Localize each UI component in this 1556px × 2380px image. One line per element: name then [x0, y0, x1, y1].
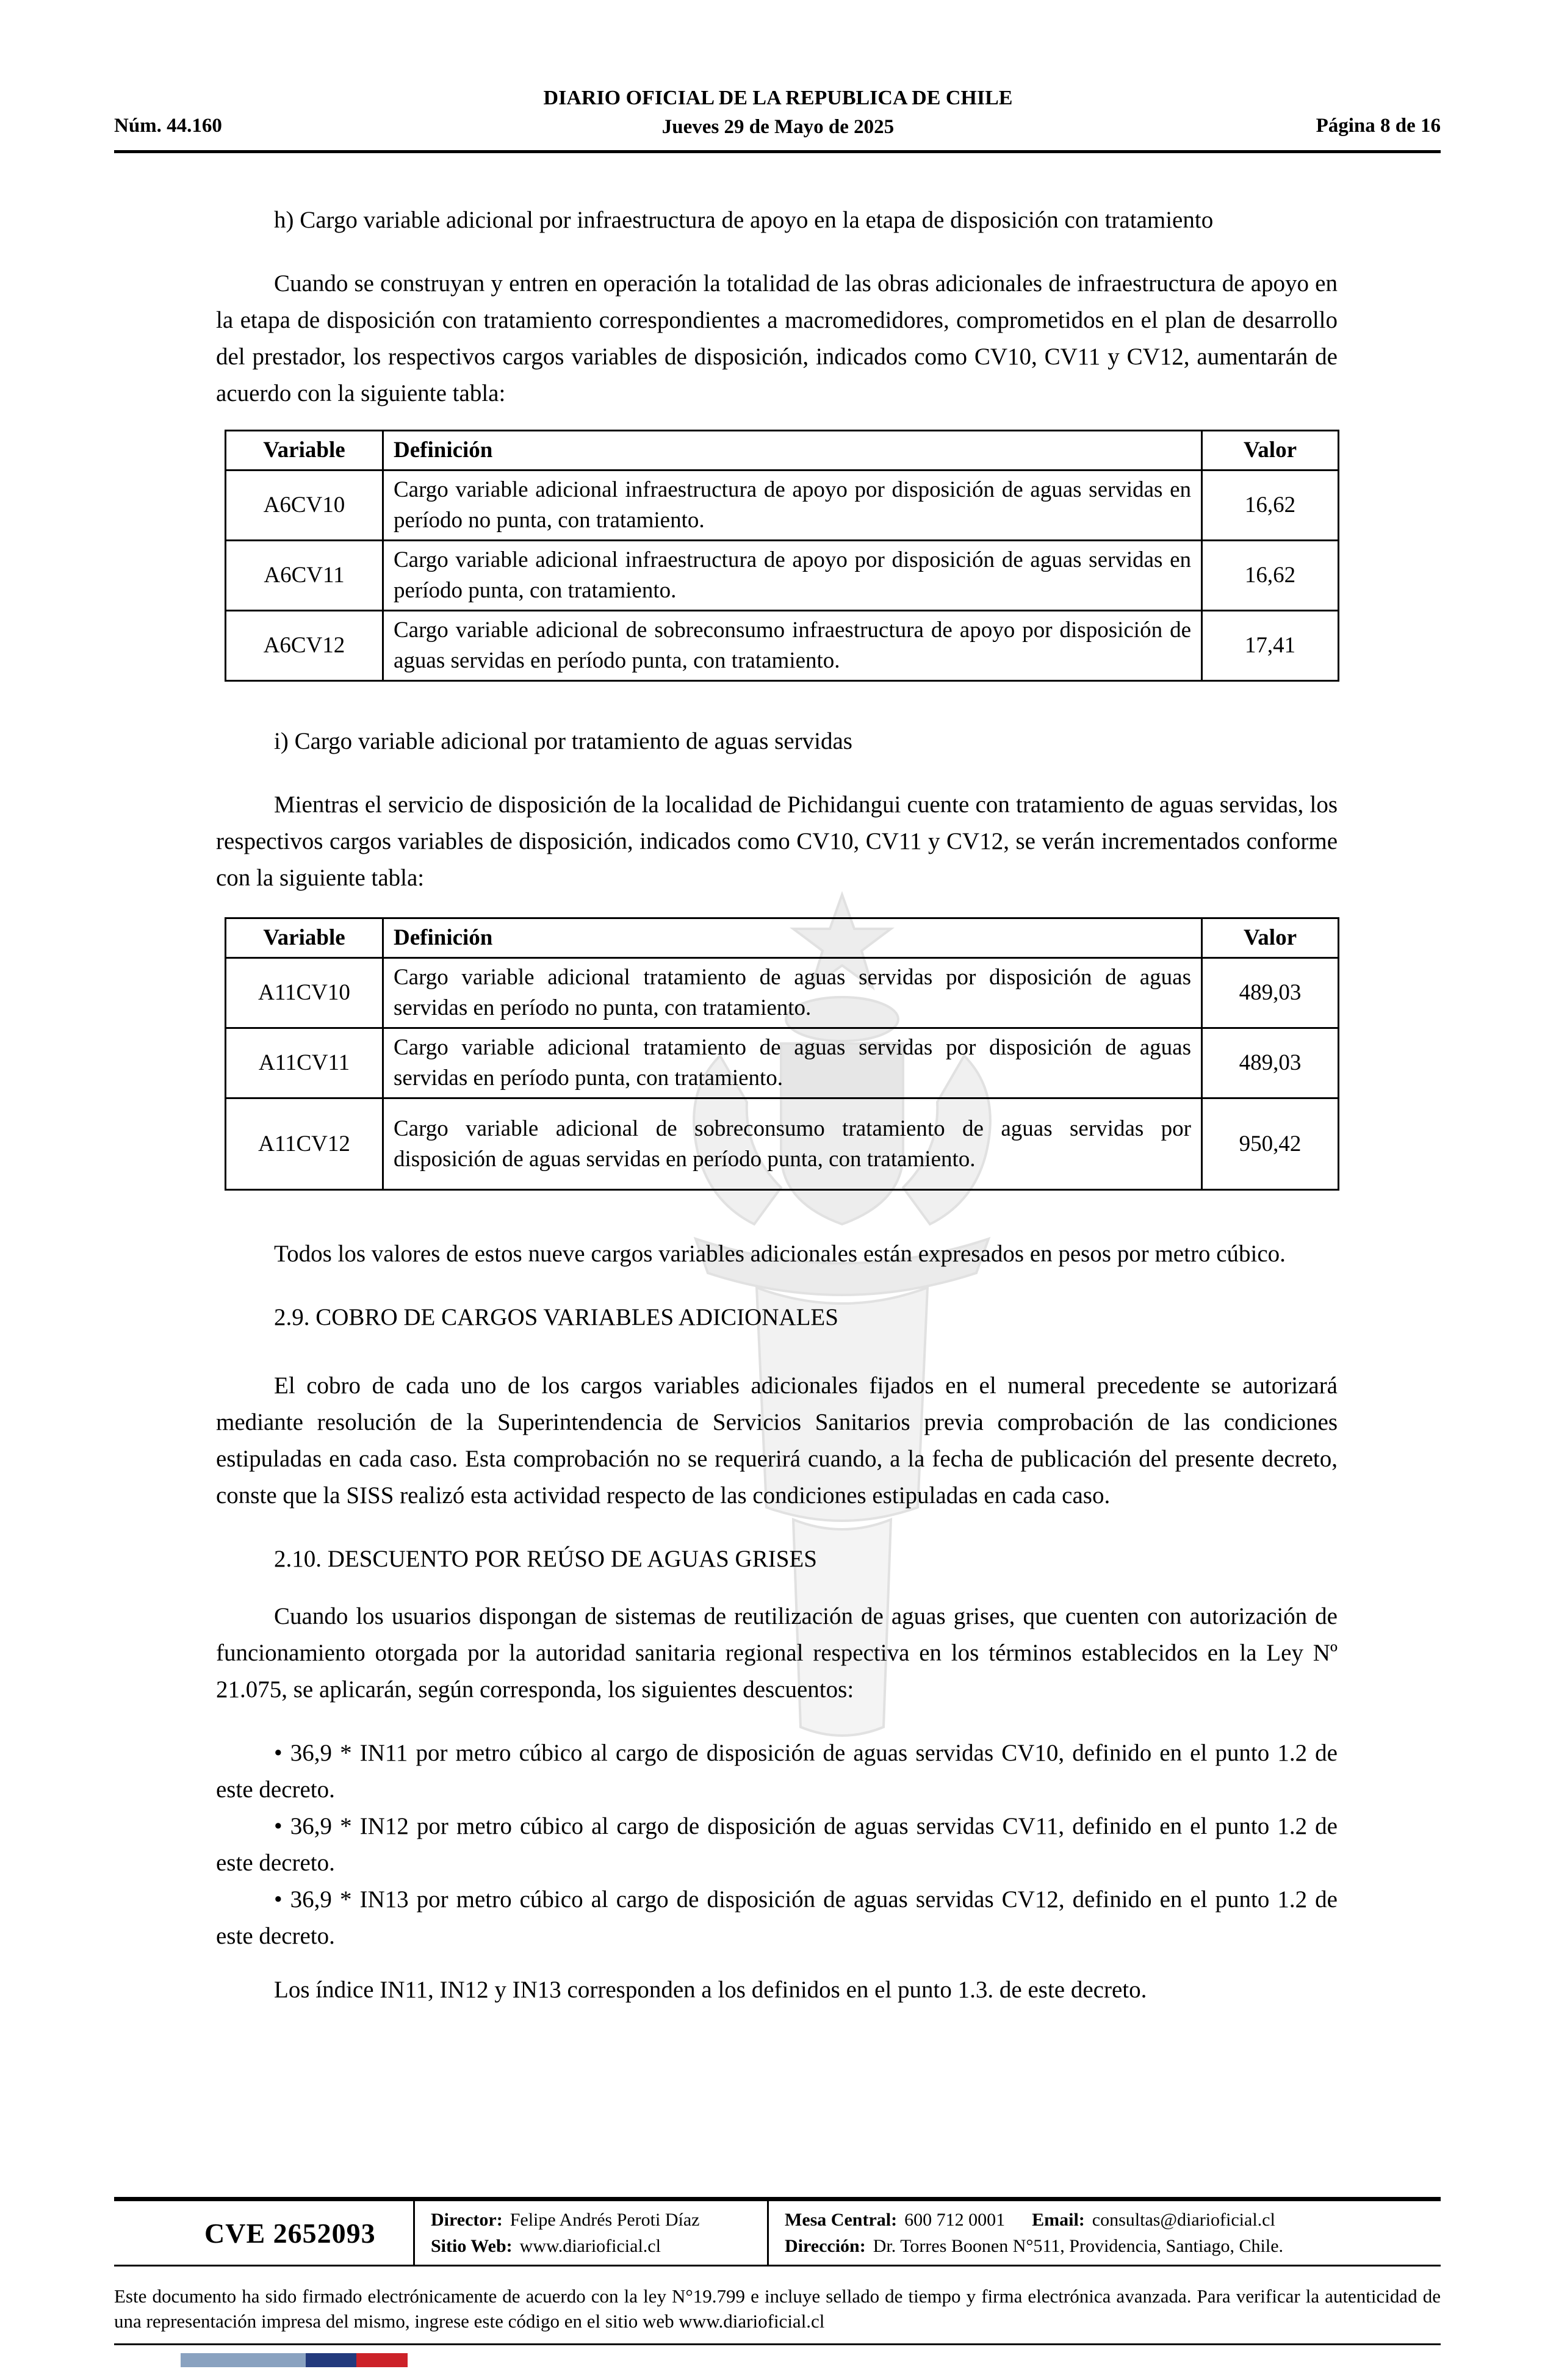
footer-flag-strip [181, 2353, 408, 2367]
cell-valor: 950,42 [1202, 1098, 1339, 1190]
cell-definicion: Cargo variable adicional de sobreconsumo tratamiento de aguas servidas por disposición de aguas servidas en período punta, con tratamiento. [383, 1098, 1202, 1190]
paragraph-todos: Todos los valores de estos nueve cargos variables adicionales están expresados en pesos por metro cúbico. [274, 1241, 1286, 1267]
cell-variable: A11CV12 [226, 1098, 383, 1190]
cve-code: CVE 2652093 [204, 2217, 376, 2249]
masthead-title: DIARIO OFICIAL DE LA REPUBLICA DE CHILE [543, 87, 1013, 109]
table-row [226, 471, 1339, 541]
paragraph-mientras: Mientras el servicio de disposición de la localidad de Pichidangui cuente con tratamiento de aguas servidas, los respectivos cargos variables de disposición, indicados como CV10, CV11 y CV12, se verán incrementados conforme con la siguiente tabla: [216, 792, 1338, 891]
cell-definicion: Cargo variable adicional tratamiento de aguas servidas por disposición de aguas servidas en período no punta, con tratamiento. [383, 958, 1202, 1028]
cell-definicion: Cargo variable adicional infraestructura de apoyo por disposición de aguas servidas en período punta, con tratamiento. [383, 541, 1202, 611]
mesa-central-label: Mesa Central: [785, 2210, 898, 2230]
paragraph-letter-i: i) Cargo variable adicional por tratamiento de aguas servidas [274, 728, 852, 754]
table-row [226, 1028, 1339, 1098]
direccion-value: Dr. Torres Boonen N°511, Providencia, Santiago, Chile. [873, 2236, 1284, 2256]
footer-director-column [413, 2201, 767, 2265]
cell-variable: A11CV11 [226, 1028, 383, 1098]
bullet-in12: • 36,9 * IN12 por metro cúbico al cargo de disposición de aguas servidas CV11, definido en el punto 1.2 de este decreto. [216, 1813, 1338, 1876]
director-value: Felipe Andrés Peroti Díaz [510, 2210, 700, 2230]
footer-mesa-email-line [785, 2207, 1441, 2233]
table-header-row [226, 918, 1339, 958]
table-row [226, 1098, 1339, 1190]
cell-variable: A11CV10 [226, 958, 383, 1028]
email-label: Email: [1032, 2210, 1085, 2230]
page-indicator: Página 8 de 16 [1316, 115, 1441, 137]
table-cargos-tratamiento [225, 917, 1339, 1191]
document-body [216, 202, 1338, 2008]
flag-segment-red [356, 2353, 408, 2367]
table-row [226, 958, 1339, 1028]
cell-variable: A6CV10 [226, 471, 383, 541]
cell-valor: 489,03 [1202, 958, 1339, 1028]
col-header-variable: Variable [226, 431, 383, 471]
col-header-variable: Variable [226, 918, 383, 958]
table-header-row [226, 431, 1339, 471]
col-header-definicion: Definición [383, 918, 1202, 958]
direccion-label: Dirección: [785, 2236, 866, 2256]
section-heading-2-10: 2.10. DESCUENTO POR REÚSO DE AGUAS GRISES [274, 1546, 817, 1572]
email-value: consultas@diarioficial.cl [1092, 2210, 1275, 2230]
footer-contact-column [767, 2201, 1441, 2265]
flag-segment-blue [306, 2353, 356, 2367]
paragraph-indices: Los índice IN11, IN12 y IN13 corresponden a los definidos en el punto 1.3. de este decreto. [274, 1977, 1147, 2003]
bullet-in13: • 36,9 * IN13 por metro cúbico al cargo de disposición de aguas servidas CV12, definido en el punto 1.2 de este decreto. [216, 1886, 1338, 1949]
cell-valor: 16,62 [1202, 471, 1339, 541]
cell-valor: 16,62 [1202, 541, 1339, 611]
mesa-central-value: 600 712 0001 [904, 2210, 1006, 2230]
footer-sitio-line [431, 2233, 767, 2259]
cell-variable: A6CV12 [226, 611, 383, 681]
sitio-web-value: www.diarioficial.cl [519, 2236, 661, 2256]
table-row [226, 611, 1339, 681]
flag-segment-light [181, 2353, 306, 2367]
section-heading-2-9: 2.9. COBRO DE CARGOS VARIABLES ADICIONALES [274, 1304, 838, 1330]
footer-info-box [114, 2197, 1441, 2266]
cell-valor: 489,03 [1202, 1028, 1339, 1098]
cell-definicion: Cargo variable adicional infraestructura de apoyo por disposición de aguas servidas en período no punta, con tratamiento. [383, 471, 1202, 541]
col-header-valor: Valor [1202, 431, 1339, 471]
table-cargos-infraestructura [225, 430, 1339, 682]
paragraph-cobro: El cobro de cada uno de los cargos variables adicionales fijados en el numeral precedente se autorizará mediante resolución de la Superintendencia de Servicios Sanitarios previa comprobación de las condiciones estipuladas en cada caso. Esta comprobación no se requerirá cuando, a la fecha de publicación del presente decreto, conste que la SISS realizó esta actividad respecto de las condiciones estipuladas en cada caso. [216, 1372, 1338, 1509]
issue-number: Núm. 44.160 [114, 115, 222, 137]
cell-definicion: Cargo variable adicional tratamiento de aguas servidas por disposición de aguas servidas en período punta, con tratamiento. [383, 1028, 1202, 1098]
footer-direccion-line [785, 2233, 1441, 2259]
table-row [226, 541, 1339, 611]
paragraph-letter-h: h) Cargo variable adicional por infraestructura de apoyo en la etapa de disposición con tratamiento [274, 207, 1214, 233]
col-header-valor: Valor [1202, 918, 1339, 958]
director-label: Director: [431, 2210, 503, 2230]
paragraph-usuarios: Cuando los usuarios dispongan de sistemas de reutilización de aguas grises, que cuenten con autorización de funcionamiento otorgada por la autoridad sanitaria regional respectiva en los términos establecidos en la Ley Nº 21.075, se aplicarán, según corresponda, los siguientes descuentos: [216, 1603, 1338, 1703]
cell-definicion: Cargo variable adicional de sobreconsumo infraestructura de apoyo por disposición de aguas servidas en período punta, con tratamiento. [383, 611, 1202, 681]
sitio-web-label: Sitio Web: [431, 2236, 513, 2256]
electronic-signature-note: Este documento ha sido firmado electrónicamente de acuerdo con la ley N°19.799 e incluye sellado de tiempo y firma electrónica avanzada. Para verificar la autenticidad de una representación impresa del mismo, ingrese este código en el sitio web www.diarioficial.cl [114, 2284, 1441, 2345]
header-rule [114, 150, 1441, 153]
cell-valor: 17,41 [1202, 611, 1339, 681]
cell-variable: A6CV11 [226, 541, 383, 611]
paragraph-cuando: Cuando se construyan y entren en operación la totalidad de las obras adicionales de infraestructura de apoyo en la etapa de disposición con tratamiento correspondientes a macromedidores, comprometidos en el plan de desarrollo del prestador, los respectivos cargos variables de disposición, indicados como CV10, CV11 y CV12, aumentarán de acuerdo con la siguiente tabla: [216, 270, 1338, 406]
bullet-in11: • 36,9 * IN11 por metro cúbico al cargo de disposición de aguas servidas CV10, definido en el punto 1.2 de este decreto. [216, 1740, 1338, 1803]
col-header-definicion: Definición [383, 431, 1202, 471]
masthead-date: Jueves 29 de Mayo de 2025 [661, 116, 895, 138]
footer-director-line [431, 2207, 767, 2233]
